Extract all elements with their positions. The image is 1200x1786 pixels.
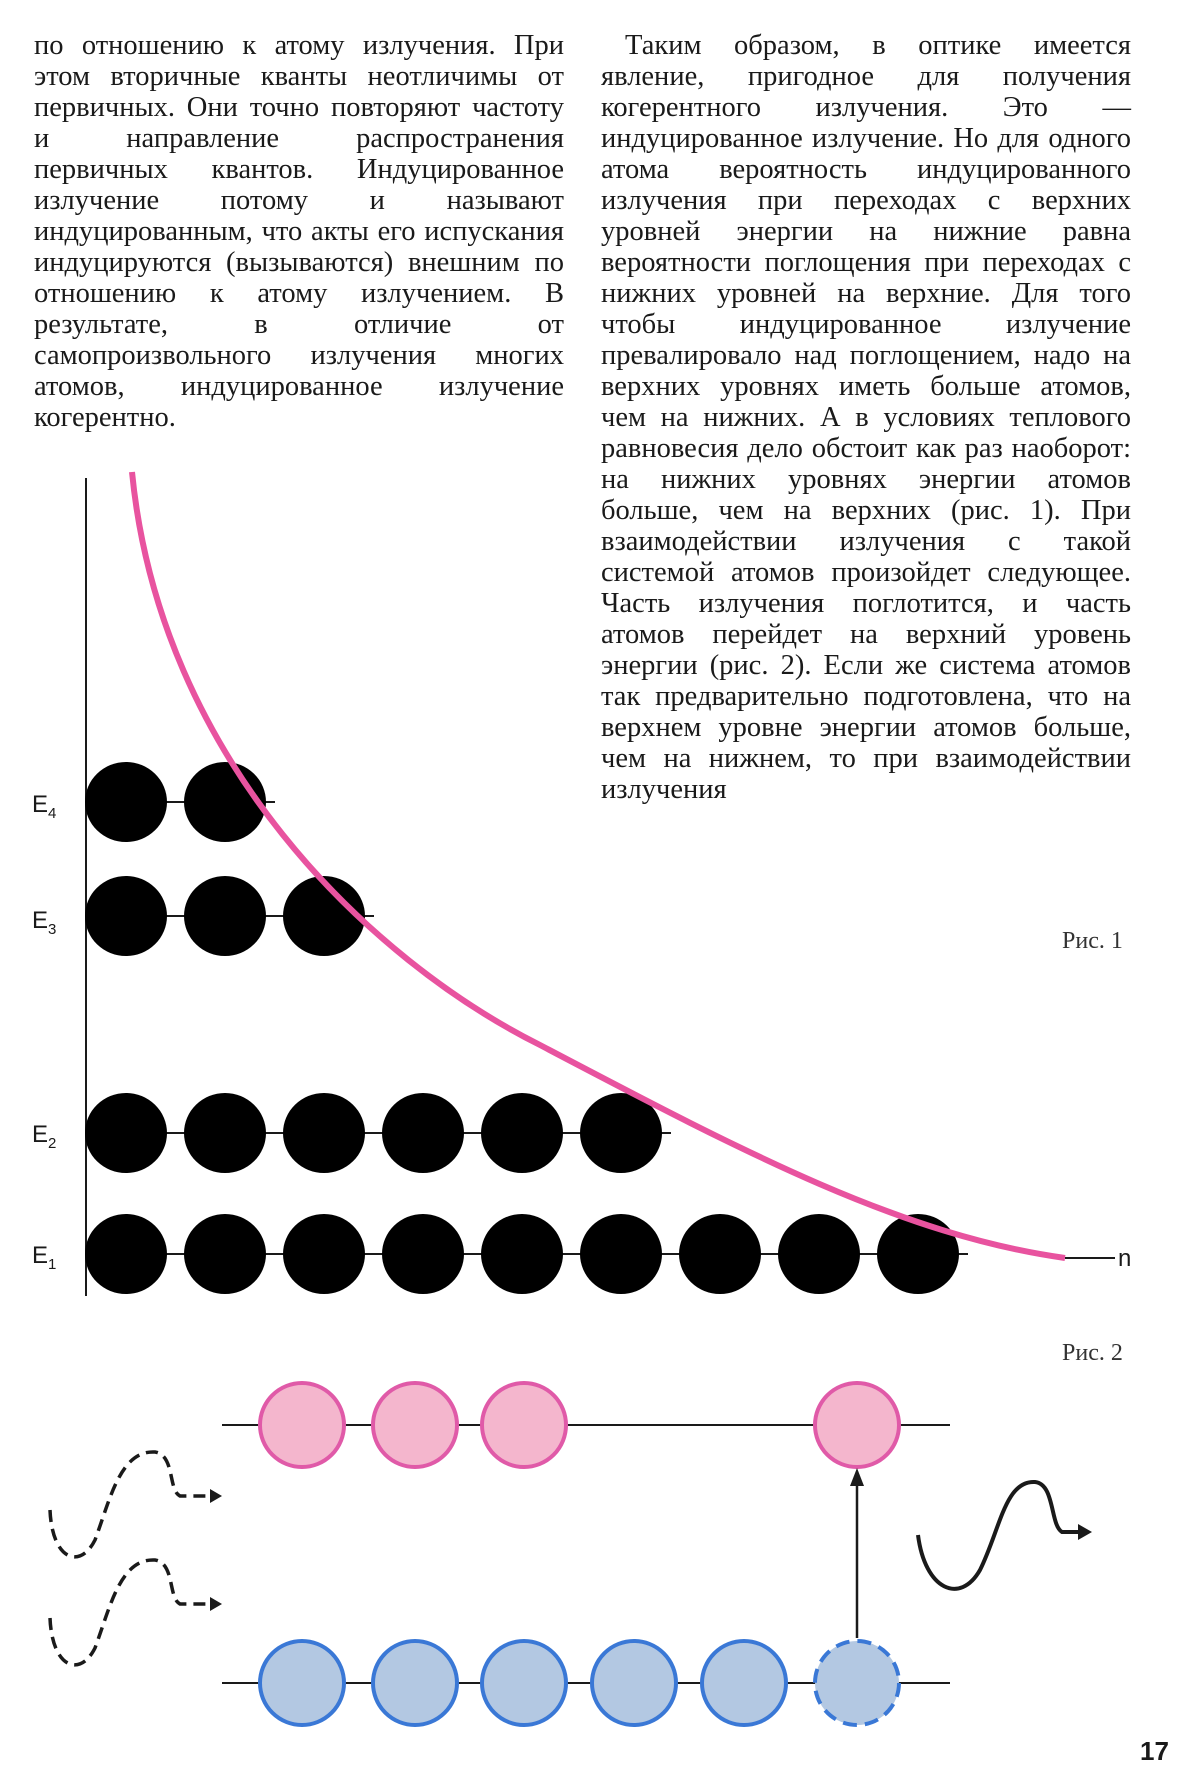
atom-circle <box>382 1093 464 1173</box>
ground-atom <box>260 1641 344 1725</box>
figure1 <box>32 472 1131 1296</box>
atom-circle <box>184 876 266 956</box>
ground-atom <box>482 1641 566 1725</box>
energy-level-label: $E_3$ <box>32 907 57 938</box>
n-axis-label: n <box>1118 1245 1132 1272</box>
arrow-head-icon <box>210 1489 222 1503</box>
arrow-head-icon <box>1078 1524 1092 1540</box>
atom-circle <box>481 1214 563 1294</box>
paragraph: Таким образом, в оптике имеется явление, пригодное для получения когерентного излучения. Это — индуцированное излучение. Но для одного атома вероятность индуцированного излучения при переходах с верхних уровней энергии на нижние равна вероятности поглощения при переходах с нижних уровней на верхние. Для того чтобы индуцированное излучение превалировало над поглощением, надо на верхних уровнях иметь больше атомов, чем на нижних. А в условиях теплового равновесия дело обстоит как раз наоборот: на нижних уровнях энергии атомов больше, чем на верхних (рис. 1). При взаимодействии излучения с такой системой атомов произойдет следующее. Часть излучения поглотится, и часть атомов перейдет на верхний уровень энергии (рис. 2). Если же система атомов так предварительно подготовлена, что на верхнем уровне энергии атомов больше, чем на нижнем, то при взаимодействии излучения <box>601 30 1131 805</box>
figure2-caption: Рис. 2 <box>1062 1340 1123 1366</box>
arrow-head-icon <box>850 1468 864 1486</box>
figure2 <box>50 1383 1092 1725</box>
incoming-photon-wave <box>50 1452 212 1557</box>
atom-circle <box>184 762 266 842</box>
atom-circle <box>85 1214 167 1294</box>
atom-circle <box>85 1093 167 1173</box>
ground-atom <box>702 1641 786 1725</box>
atom-circle <box>877 1214 959 1294</box>
ground-atom <box>373 1641 457 1725</box>
atom-circle <box>481 1093 563 1173</box>
excited-atom <box>815 1383 899 1467</box>
atom-circle <box>184 1093 266 1173</box>
atom-circle <box>580 1214 662 1294</box>
atom-circle <box>382 1214 464 1294</box>
arrow-head-icon <box>210 1597 222 1611</box>
atom-circle <box>283 876 365 956</box>
excited-atom <box>373 1383 457 1467</box>
paragraph: по отношению к атому излучения. При этом вторичные кванты неотличимы от первичных. Они точно повторяют частоту и направление распространения первичных квантов. Индуцированное излучение потому и называют индуцированным, что акты его испускания индуцируются (вызываются) внешним по отношению к атому излучением. В результате, в отличие от самопроизвольного излучения многих атомов, индуцированное излучение когерентно. <box>34 30 564 433</box>
atom-circle <box>283 1093 365 1173</box>
energy-level-label: $E_1$ <box>32 1242 57 1273</box>
ground-atom <box>592 1641 676 1725</box>
outgoing-photon-wave <box>918 1482 1080 1589</box>
incoming-photon-wave <box>50 1560 212 1665</box>
atom-circle <box>283 1214 365 1294</box>
atom-circle <box>85 876 167 956</box>
atom-circle <box>85 762 167 842</box>
vacated-atom <box>815 1641 899 1725</box>
atom-circle <box>184 1214 266 1294</box>
excited-atom <box>260 1383 344 1467</box>
atom-circle <box>679 1214 761 1294</box>
figure1-caption: Рис. 1 <box>1062 928 1123 954</box>
energy-level-label: $E_2$ <box>32 1121 57 1152</box>
page-number: 17 <box>1140 1736 1169 1766</box>
excited-atom <box>482 1383 566 1467</box>
energy-level-label: $E_4$ <box>32 791 57 822</box>
atom-circle <box>778 1214 860 1294</box>
